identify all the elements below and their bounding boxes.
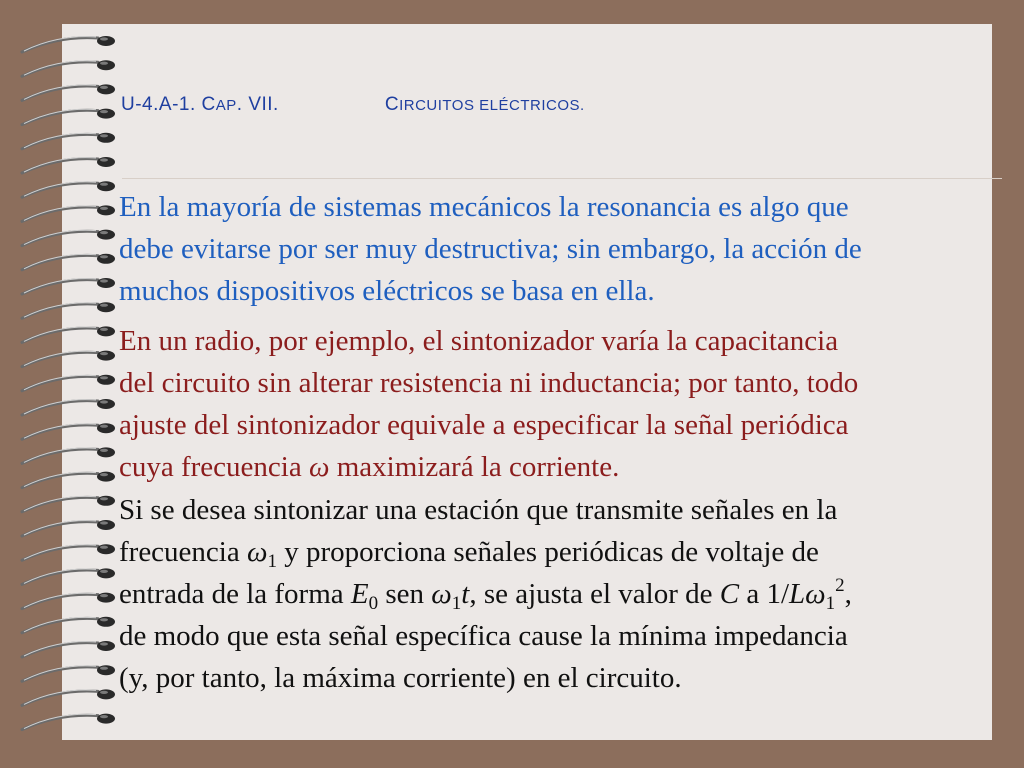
spiral-ring [22, 133, 115, 149]
paragraph-line: (y, por tanto, la máxima corriente) en el circuito. [119, 662, 682, 694]
header-code: U-4.A-1. C [121, 94, 216, 115]
paragraph-line: entrada de la forma $E_0$ sen $\omega_1t$, se ajusta el valor de C a $1/L\omega_1^2$, [119, 575, 852, 614]
spiral-ring [22, 496, 115, 512]
spiral-ring [22, 593, 115, 609]
spiral-ring [22, 84, 115, 100]
paragraph-line: del circuito sin alterar resistencia ni inductancia; por tanto, todo [119, 367, 859, 399]
paragraph-line: debe evitarse por ser muy destructiva; sin embargo, la acción de [119, 233, 862, 265]
header-cap-small: AP [215, 97, 237, 114]
spiral-ring [22, 230, 115, 246]
spiral-binding [14, 28, 124, 738]
spiral-ring [22, 36, 115, 52]
omega-symbol: ω [431, 578, 452, 610]
spiral-ring [22, 689, 115, 705]
spiral-ring [22, 375, 115, 391]
header-chapter: . VII. [236, 94, 279, 115]
spiral-ring [22, 60, 115, 76]
header-title-initial: C [384, 94, 400, 115]
spiral-ring [22, 447, 115, 463]
spiral-ring [22, 254, 115, 270]
spiral-ring [22, 520, 115, 536]
omega-symbol: ω [308, 451, 330, 483]
paragraph-line: En un radio, por ejemplo, el sintonizador varía la capacitancia [119, 325, 839, 357]
spiral-ring [22, 423, 115, 439]
paragraph-line: de modo que esta señal específica cause la mínima impedancia [119, 620, 848, 652]
paragraph-tuning [119, 489, 852, 699]
omega-symbol: ω [246, 536, 268, 568]
spiral-ring [22, 568, 115, 584]
spiral-ring [22, 302, 115, 318]
paragraph-radio [119, 320, 858, 488]
spiral-ring [22, 665, 115, 681]
spiral-ring [22, 714, 115, 730]
paragraph-line: frecuencia $\omega_1$ y proporciona señales periódicas de voltaje de [119, 536, 819, 572]
paragraph-line: Si se desea sintonizar una estación que transmite señales en la [119, 494, 838, 526]
paragraph-line: En la mayoría de sistemas mecánicos la resonancia es algo que [119, 191, 849, 223]
spiral-ring [22, 278, 115, 294]
paragraph-line: muchos dispositivos eléctricos se basa en ella. [119, 275, 655, 307]
spiral-ring [22, 157, 115, 173]
header-divider [122, 178, 1002, 179]
slide-header [121, 94, 585, 116]
spiral-ring [22, 181, 115, 197]
spiral-ring [22, 109, 115, 125]
time-symbol: t [461, 578, 470, 610]
voltage-symbol: E [350, 578, 369, 610]
spiral-ring [22, 641, 115, 657]
spiral-ring [22, 351, 115, 367]
capacitance-symbol: C [719, 578, 740, 610]
inductance-omega-symbol: Lω [789, 578, 826, 610]
paragraph-line: cuya frecuencia ω maximizará la corriente. [119, 451, 620, 483]
spiral-ring [22, 544, 115, 560]
paragraph-resonance [119, 186, 862, 312]
paragraph-line: ajuste del sintonizador equivale a especificar la señal periódica [119, 409, 849, 441]
spiral-ring [22, 399, 115, 415]
spiral-ring [22, 326, 115, 342]
spiral-ring [22, 617, 115, 633]
spiral-ring [22, 205, 115, 221]
header-title-rest: IRCUITOS ELÉCTRICOS. [399, 97, 585, 114]
spiral-ring [22, 472, 115, 488]
